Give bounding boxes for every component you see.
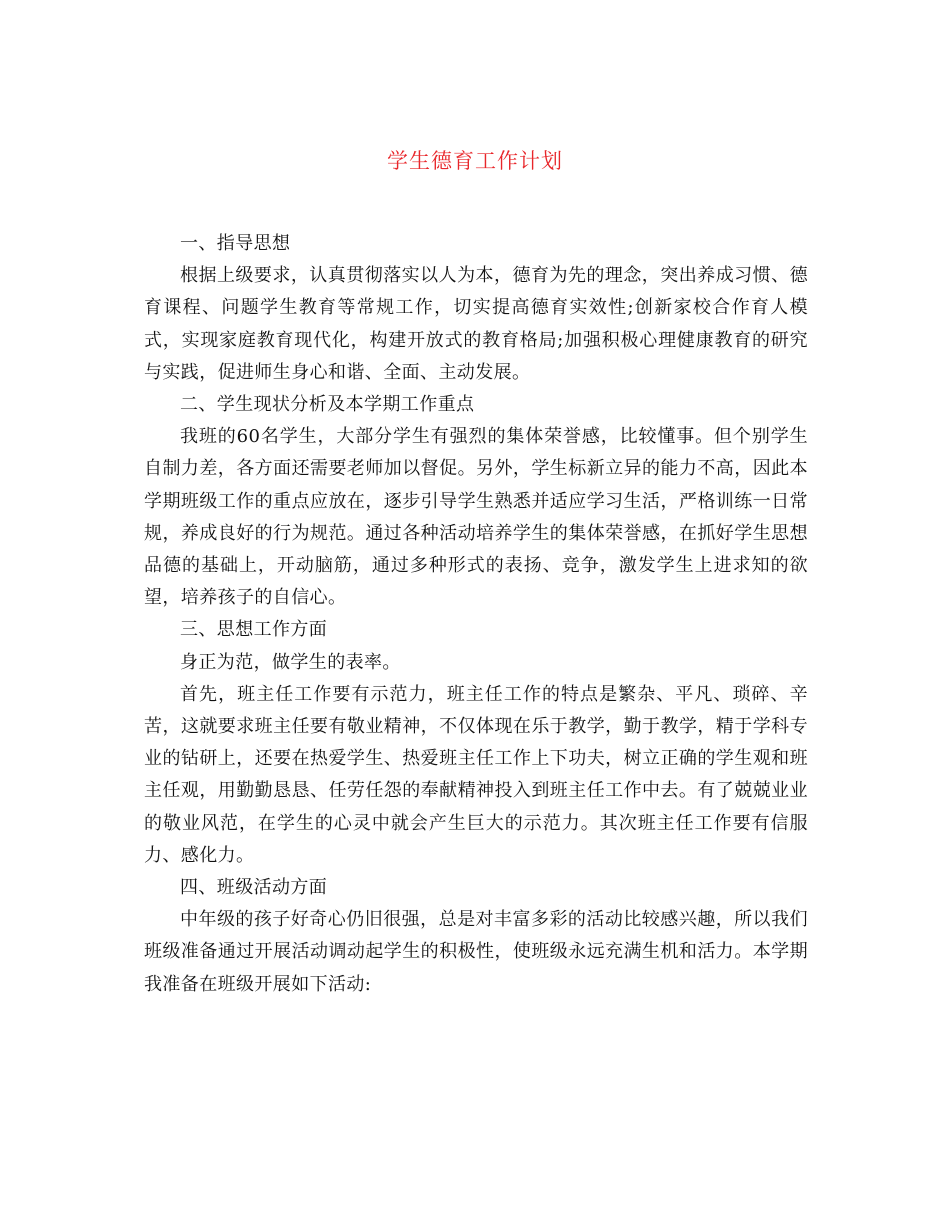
section-heading-class-activities: 四、班级活动方面 [180,877,328,899]
section-heading-ideological-work: 三、思想工作方面 [180,619,328,641]
paragraph-student-analysis: 我班的60名学生，大部分学生有强烈的集体荣誉感，比较懂事。但个别学生自制力差，各方面还需要老师加以督促。另外，学生标新立异的能力不高，因此本学期班级工作的重点应放在，逐步引导学生熟悉并适应学习生活，严格训练一日常规，养成良好的行为规范。通过各种活动培养学生的集体荣誉感，在抓好学生思想品德的基础上，开动脑筋，通过多种形式的表扬、竞争，激发学生上进求知的欲望，培养孩子的自信心。 [144,426,808,609]
paragraph-head-teacher-work: 首先，班主任工作要有示范力，班主任工作的特点是繁杂、平凡、琐碎、辛苦，这就要求班主任要有敬业精神，不仅体现在乐于教学，勤于教学，精于学科专业的钻研上，还要在热爱学生、热爱班主任工作上下功夫，树立正确的学生观和班主任观，用勤勤恳恳、任劳任怨的奉献精神投入到班主任工作中去。有了兢兢业业的敬业风范，在学生的心灵中就会产生巨大的示范力。其次班主任工作要有信服力、感化力。 [144,683,808,866]
paragraph-guiding-ideology: 根据上级要求，认真贯彻落实以人为本，德育为先的理念，突出养成习惯、德育课程、问题学生教育等常规工作，切实提高德育实效性;创新家校合作育人模式，实现家庭教育现代化，构建开放式的教育格局;加强积极心理健康教育的研究与实践，促进师生身心和谐、全面、主动发展。 [144,265,808,383]
section-heading-student-analysis: 二、学生现状分析及本学期工作重点 [180,394,475,416]
paragraph-class-activities: 中年级的孩子好奇心仍旧很强，总是对丰富多彩的活动比较感兴趣，所以我们班级准备通过开展活动调动起学生的积极性，使班级永远充满生机和活力。本学期我准备在班级开展如下活动: [144,909,808,995]
section-heading-guiding-ideology: 一、指导思想 [180,233,291,254]
paragraph-role-model: 身正为范，做学生的表率。 [180,651,401,673]
document-title: 学生德育工作计划 [387,149,563,173]
document-body [144,228,808,1001]
